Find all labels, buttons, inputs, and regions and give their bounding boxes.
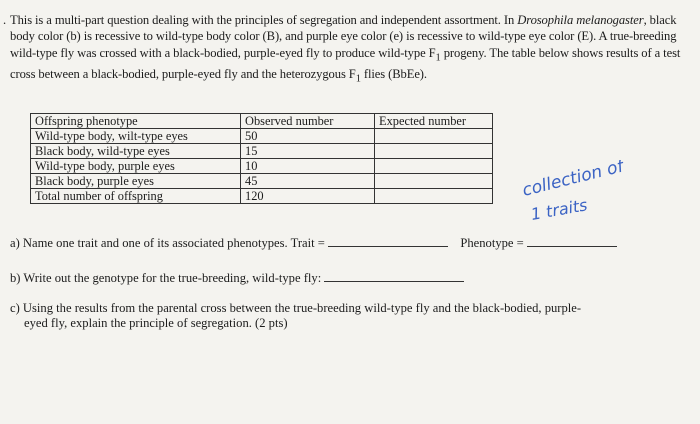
intro-text-3: progeny. The table below shows results of a test cross between a black-bodied, purple-eyed fly and the heterozygous F — [10, 45, 681, 82]
expected-cell[interactable] — [375, 144, 493, 159]
trait-answer-blank[interactable] — [328, 235, 448, 247]
table-row — [31, 144, 493, 159]
question-a-text: a) Name one trait and one of its associated phenotypes. Trait = — [10, 236, 325, 250]
header-observed-number: Observed number — [241, 114, 375, 129]
question-b-text: b) Write out the genotype for the true-breeding, wild-type fly: — [10, 271, 322, 285]
header-expected-number: Expected number — [375, 114, 493, 129]
handwriting-line-1: collection of — [520, 160, 626, 201]
handwriting-svg — [518, 160, 638, 240]
expected-cell[interactable] — [375, 129, 493, 144]
intro-text-4: flies (BbEe). — [360, 67, 427, 82]
phenotype-label: Phenotype = — [460, 236, 524, 250]
expected-cell[interactable] — [375, 189, 493, 204]
genotype-answer-blank[interactable] — [324, 270, 464, 282]
phenotype-cell: Wild-type body, purple eyes — [31, 159, 241, 174]
question-c-line-2: eyed fly, explain the principle of segregation. (2 pts) — [24, 316, 288, 330]
expected-cell[interactable] — [375, 174, 493, 189]
intro-text-2: , black body color (b) is recessive to wild-type body color (B), and purple eye color (e) is recessive to wild-type eye color (E). A true-breeding wild-type fly was crossed with a black-bodied, purple-eyed fly to produce wild-type F — [10, 13, 677, 60]
header-offspring-phenotype: Offspring phenotype — [31, 114, 241, 129]
phenotype-cell: Wild-type body, wilt-type eyes — [31, 129, 241, 144]
phenotype-cell: Black body, purple eyes — [31, 174, 241, 189]
phenotype-cell: Total number of offspring — [31, 189, 241, 204]
expected-cell[interactable] — [375, 159, 493, 174]
f1-subscript-1: 1 — [435, 52, 441, 64]
handwritten-note — [518, 160, 638, 240]
table-row — [31, 159, 493, 174]
bullet-mark: . — [3, 13, 7, 27]
intro-paragraph — [3, 12, 690, 88]
intro-text-1: This is a multi-part question dealing with the principles of segregation and independent assortment. In — [10, 13, 518, 27]
phenotype-cell: Black body, wild-type eyes — [31, 144, 241, 159]
table-row — [31, 189, 493, 204]
observed-cell: 120 — [241, 189, 375, 204]
observed-cell: 15 — [241, 144, 375, 159]
observed-cell: 10 — [241, 159, 375, 174]
observed-cell: 50 — [241, 129, 375, 144]
handwriting-line-2: 1 traits — [529, 195, 589, 224]
species-name: Drosophila melanogaster — [517, 13, 644, 27]
results-table — [30, 113, 493, 204]
question-c-line-1: c) Using the results from the parental cross between the true-breeding wild-type fly and the black-bodied, purple- — [10, 301, 582, 315]
table-header-row — [31, 114, 493, 129]
f1-subscript-2: 1 — [355, 73, 361, 85]
table-row — [31, 174, 493, 189]
phenotype-answer-blank[interactable] — [527, 235, 617, 247]
observed-cell: 45 — [241, 174, 375, 189]
question-b — [10, 270, 690, 286]
table-row — [31, 129, 493, 144]
question-a — [10, 235, 690, 251]
question-c — [10, 301, 690, 331]
